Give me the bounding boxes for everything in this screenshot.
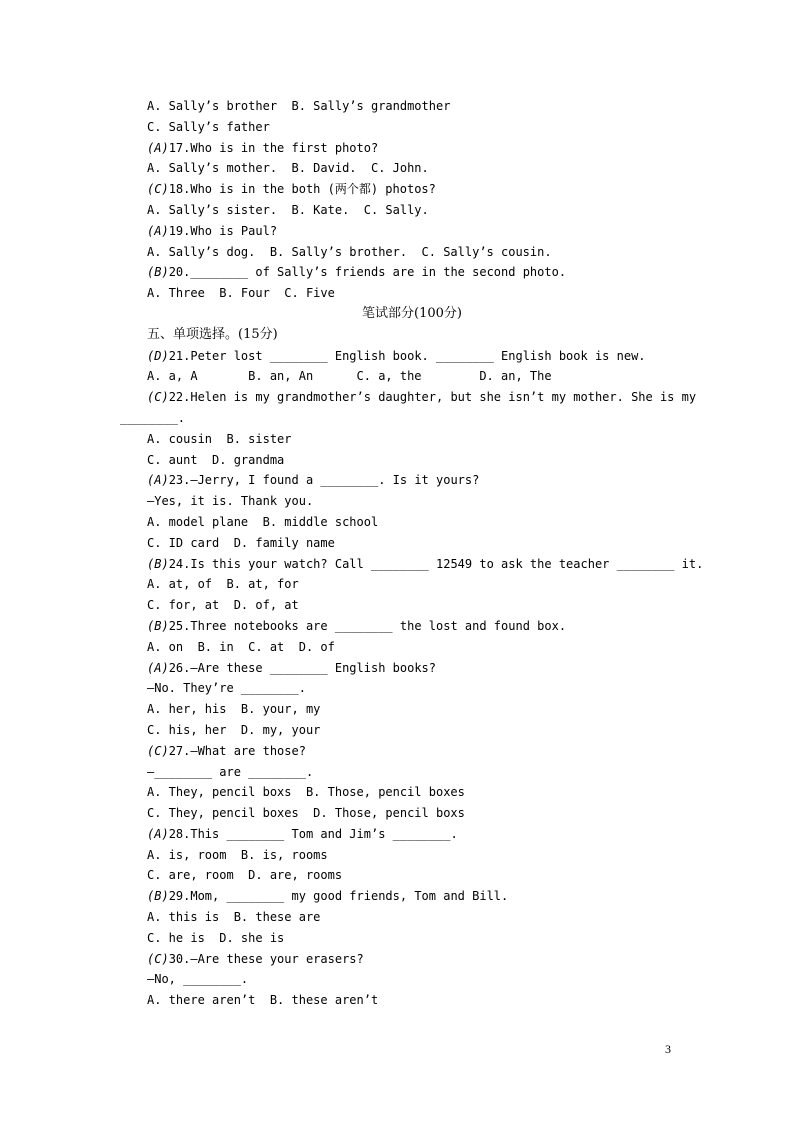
line-text: A. there aren’t B. these aren’t	[147, 993, 379, 1008]
answer-key: (C)	[147, 390, 169, 405]
line-text: A. cousin B. sister	[147, 431, 292, 446]
question-line	[0, 824, 794, 845]
answer-key: (C)	[147, 182, 169, 197]
option-line	[0, 491, 794, 512]
answer-key: (A)	[147, 660, 169, 675]
line-text: 25.Three notebooks are ________ the lost and found box.	[168, 618, 567, 633]
section-heading: 五、单项选择。(15分)	[147, 326, 278, 342]
line-text: 17.Who is in the first photo?	[168, 140, 379, 155]
answer-key: (B)	[147, 556, 169, 571]
option-line	[0, 512, 794, 533]
question-line	[0, 221, 794, 242]
question-line	[0, 138, 794, 159]
option-line	[0, 200, 794, 221]
line-text: A. Sally’s brother B. Sally’s grandmother	[147, 99, 451, 113]
option-line	[0, 96, 794, 117]
answer-key: (A)	[147, 223, 169, 238]
option-line	[0, 637, 794, 658]
line-text: C. his, her D. my, your	[147, 722, 321, 737]
answer-key: (C)	[147, 743, 169, 758]
option-line	[0, 117, 794, 138]
option-line	[0, 283, 794, 304]
option-line	[0, 450, 794, 471]
option-line	[0, 803, 794, 824]
line-text: A. Sally’s mother. B. David. C. John.	[147, 161, 429, 176]
answer-key: (A)	[147, 140, 169, 155]
line-text: A. a, A B. an, An C. a, the D. an, The	[147, 369, 552, 384]
line-text: 18.Who is in the both (两个都) photos?	[168, 182, 436, 197]
option-line	[0, 782, 794, 803]
question-line	[0, 886, 794, 907]
line-text: 30.—Are these your erasers?	[168, 951, 364, 966]
answer-key: (D)	[147, 348, 169, 363]
option-line	[0, 366, 794, 387]
answer-key: (B)	[147, 265, 169, 280]
answer-key: (B)	[147, 889, 169, 904]
line-text: 21.Peter lost ________ English book. ________ English book is new.	[168, 348, 646, 363]
line-text: A. Sally’s dog. B. Sally’s brother. C. Sally’s cousin.	[147, 244, 552, 259]
line-text: 19.Who is Paul?	[168, 223, 278, 238]
question-line	[0, 554, 794, 575]
line-text: A. They, pencil boxs B. Those, pencil boxes	[147, 785, 465, 800]
option-line	[0, 429, 794, 450]
option-line	[0, 720, 794, 741]
line-text: A. Three B. Four C. Five	[147, 286, 335, 301]
question-line	[0, 179, 794, 200]
line-text: 27.—What are those?	[168, 743, 306, 758]
line-text: A. model plane B. middle school	[147, 514, 379, 529]
line-text: 22.Helen is my grandmother’s daughter, but she isn’t my mother. She is my	[168, 390, 697, 405]
line-text: A. is, room B. is, rooms	[147, 847, 328, 862]
line-text: 24.Is this your watch? Call ________ 12549 to ask the teacher ________ it.	[168, 556, 704, 571]
line-text: C. are, room D. are, rooms	[147, 868, 343, 883]
line-text: 26.—Are these ________ English books?	[168, 660, 436, 675]
question-line	[0, 949, 794, 970]
option-line	[0, 574, 794, 595]
line-text: —No. They’re ________.	[147, 681, 306, 696]
option-line	[0, 845, 794, 866]
line-text: C. aunt D. grandma	[147, 452, 285, 467]
line-text: C. ID card D. family name	[147, 535, 335, 550]
line-text: C. They, pencil boxes D. Those, pencil boxs	[147, 806, 465, 821]
line-text: C. he is D. she is	[147, 930, 285, 945]
line-text: A. this is B. these are	[147, 910, 321, 925]
answer-key: (A)	[147, 826, 169, 841]
answer-key: (C)	[147, 951, 169, 966]
line-text: A. Sally’s sister. B. Kate. C. Sally.	[147, 202, 429, 217]
line-text: —No, ________.	[147, 972, 249, 987]
option-line	[0, 595, 794, 616]
part-heading: 笔试部分(100分)	[362, 305, 462, 321]
question-line	[0, 262, 794, 283]
answer-key: (A)	[147, 473, 169, 488]
line-text: C. Sally’s father	[147, 119, 270, 134]
option-line	[0, 158, 794, 179]
line-text: 29.Mom, ________ my good friends, Tom and Bill.	[168, 889, 509, 904]
option-line	[0, 969, 794, 990]
option-line	[0, 699, 794, 720]
question-line	[0, 741, 794, 762]
line-text: C. for, at D. of, at	[147, 598, 299, 613]
question-line	[0, 658, 794, 679]
line-text: A. at, of B. at, for	[147, 577, 299, 592]
option-line	[0, 907, 794, 928]
option-line	[0, 762, 794, 783]
answer-key: (B)	[147, 618, 169, 633]
page-number: 3	[665, 1042, 671, 1056]
question-line	[0, 387, 794, 408]
option-line	[0, 533, 794, 554]
option-line	[0, 928, 794, 949]
line-text: A. on B. in C. at D. of	[147, 639, 335, 654]
line-text: 23.—Jerry, I found a ________. Is it yours?	[168, 473, 480, 488]
question-line	[0, 346, 794, 367]
line-text: 20.________ of Sally’s friends are in the second photo.	[168, 265, 567, 280]
option-line	[0, 990, 794, 1011]
line-text: —Yes, it is. Thank you.	[147, 494, 314, 509]
line-text: —________ are ________.	[147, 764, 314, 779]
text-line: ________.	[120, 410, 186, 425]
document-body	[0, 96, 794, 1011]
line-text: 28.This ________ Tom and Jim’s ________.	[168, 826, 458, 841]
line-text: A. her, his B. your, my	[147, 702, 321, 717]
option-line	[0, 865, 794, 886]
option-line	[0, 678, 794, 699]
question-line	[0, 470, 794, 491]
question-line	[0, 616, 794, 637]
option-line	[0, 242, 794, 263]
